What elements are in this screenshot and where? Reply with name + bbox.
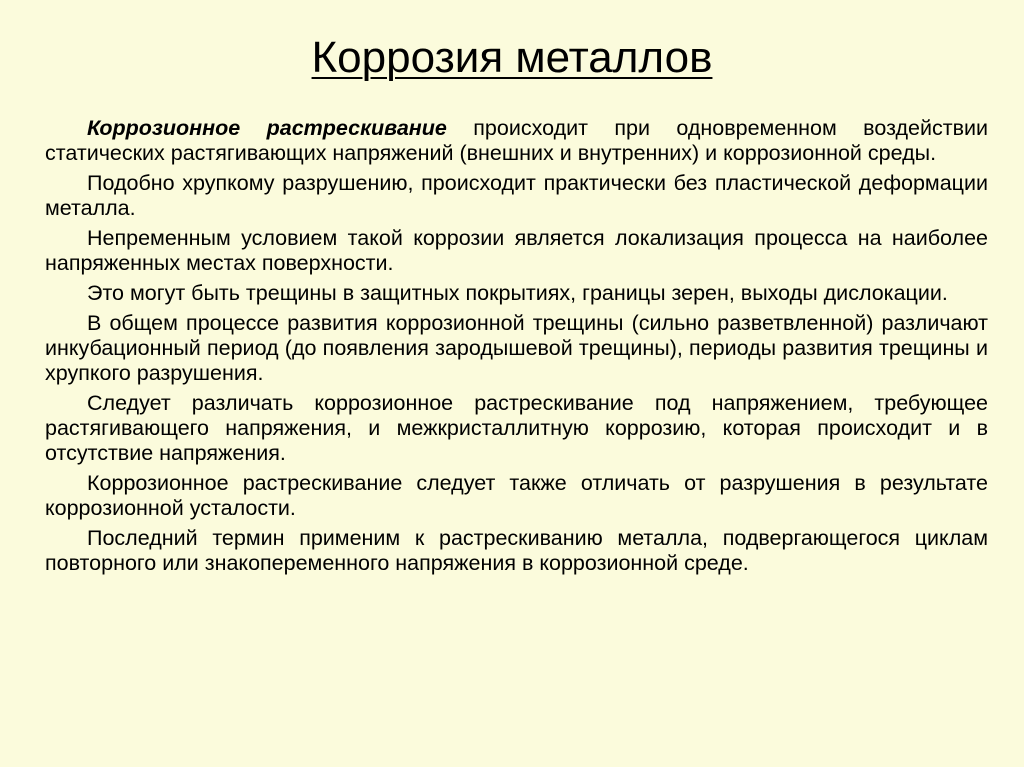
slide-body [45,116,988,581]
paragraph-text: Последний термин применим к растрескиванию металла, подвергающегося циклам повторного или знакопеременного напряжения в коррозионной среде. [45,526,988,575]
paragraph-text: В общем процессе развития коррозионной трещины (сильно разветвленной) различают инкубационный период (до появления зародышевой трещины), периоды развития трещины и хрупкого разрушения. [45,311,988,385]
paragraph [45,526,988,576]
paragraph [45,471,988,521]
paragraph [45,171,988,221]
paragraph-text: происходит при одновременном воздействии статических растягивающих напряжений (внешних и внутренних) и коррозионной среды. [45,116,989,165]
slide-title: Коррозия металлов [311,33,713,82]
paragraph [45,116,988,166]
paragraph-text: Непременным условием такой коррозии является локализация процесса на наиболее напряженных местах поверхности. [45,226,988,275]
paragraph [45,281,988,306]
paragraph-text: Коррозионное растрескивание следует также отличать от разрушения в результате коррозионной усталости. [45,471,988,520]
paragraph-text: Подобно хрупкому разрушению, происходит практически без пластической деформации металла. [45,171,988,220]
paragraph [45,311,988,386]
paragraph-text: Это могут быть трещины в защитных покрытиях, границы зерен, выходы дислокации. [87,281,948,305]
paragraph-text: Следует различать коррозионное растрескивание под напряжением, требующее растягивающего напряжения, и межкристаллитную коррозию, которая происходит и в отсутствие напряжения. [45,391,988,465]
paragraph [45,391,988,466]
paragraph [45,226,988,276]
paragraph-lead-term: Коррозионное растрескивание [87,116,447,140]
